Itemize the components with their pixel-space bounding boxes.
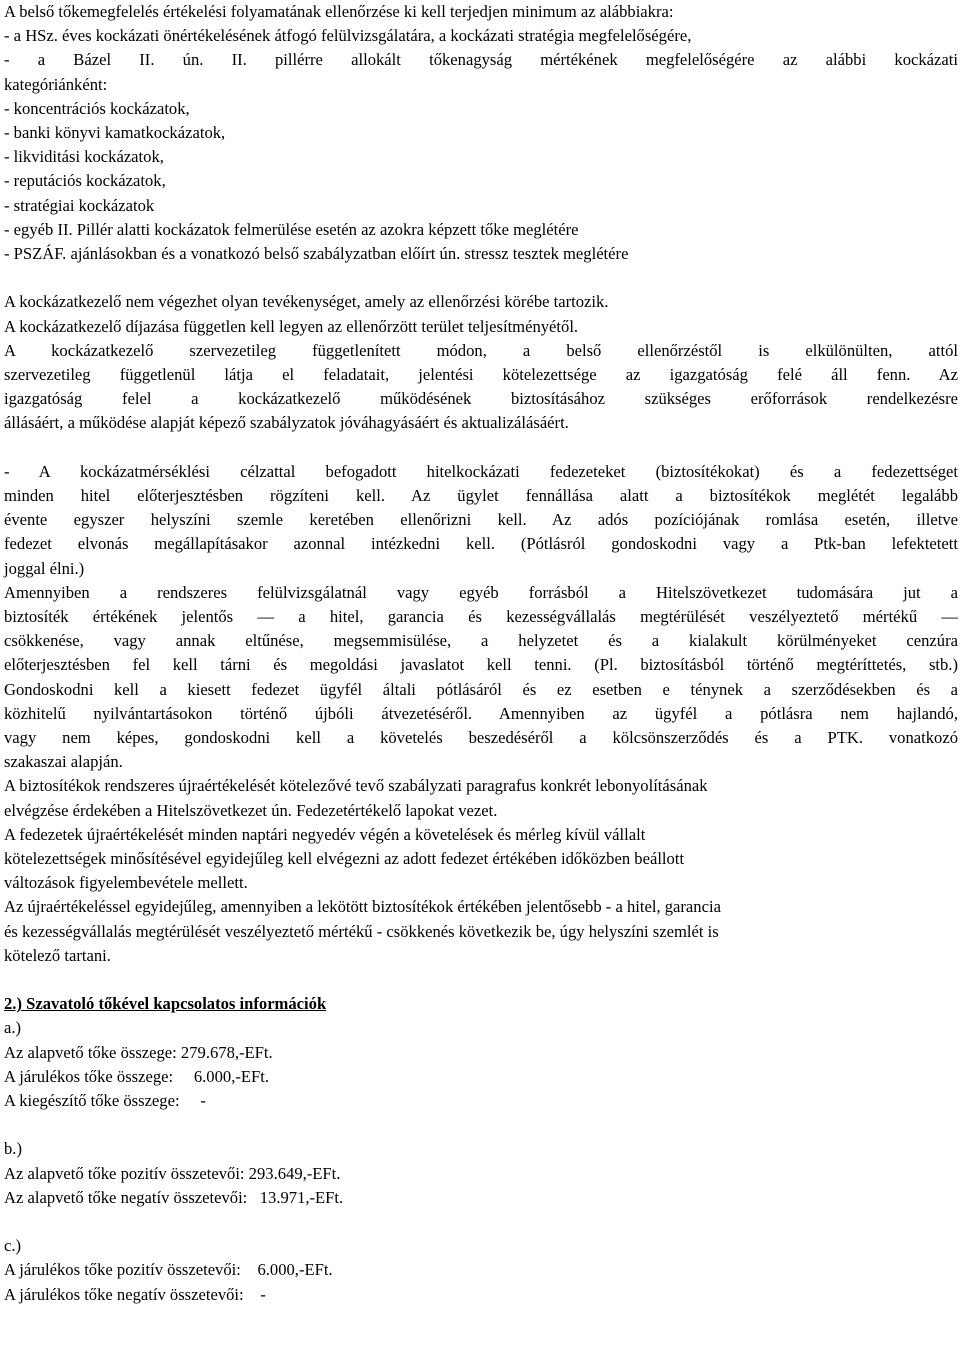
paragraph-line: szakaszai alapján. <box>4 752 123 772</box>
paragraph-line: Amennyiben a rendszeres felülvizsgálatnál vagy egyéb forrásból a Hitelszövetkezet tudomására jut a <box>4 582 958 602</box>
capital-row: A járulékos tőke negatív összetevői: - <box>4 1284 266 1304</box>
revaluation-paragraph <box>4 774 958 822</box>
intro-line-2: - a HSz. éves kockázati önértékelésének átfogó felülvizsgálatára, a kockázati stratégia megfelelőségére, <box>4 26 692 46</box>
paragraph-line: elvégzése érdekében a Hitelszövetkezet ún. Fedezetértékelő lapokat vezet. <box>4 800 498 820</box>
paragraph-line: állásáért, a működése alapját képező szabályzatok jóváhagyásáért és aktualizálásáért. <box>4 413 569 433</box>
paragraph-line: igazgatóság felel a kockázatkezelő működésének biztosításához szükséges erőforrások rendelkezésre <box>4 389 958 409</box>
paragraph-line: szervezetileg függetlenül látja el feladatait, jelentési kötelezettsége az igazgatóság felé áll fenn. Az <box>4 365 958 385</box>
paragraph-line: Az újraértékeléssel egyidejűleg, amennyiben a lekötött biztosítékok értékében jelentősebb - a hitel, garancia <box>4 897 721 917</box>
paragraph-line: A biztosítékok rendszeres újraértékelését kötelezővé tevő szabályzati paragrafus konkrét lebonyolításának <box>4 776 708 796</box>
paragraph-line: előterjesztésben fel kell tárni és megoldási javaslatot kell tenni. (Pl. biztosításból történő megtéríttetés, stb.) <box>4 655 958 675</box>
quarterly-revaluation-paragraph <box>4 823 958 896</box>
paragraph-line: A kockázatkezelő nem végezhet olyan tevékenységet, amely az ellenőrzési körébe tartozik. <box>4 292 609 312</box>
risk-list-item: - stratégiai kockázatok <box>4 195 155 215</box>
subsection-label-a: a.) <box>4 1018 22 1038</box>
capital-row: A járulékos tőke pozitív összetevői: 6.000,-EFt. <box>4 1260 333 1280</box>
spacer <box>4 1210 958 1234</box>
intro-line-4: kategóriánként: <box>4 74 108 94</box>
paragraph-line: - A kockázatmérséklési célzattal befogadott hitelkockázati fedezeteket (biztosítékokat) és a fedezettséget <box>4 461 958 481</box>
collateral-paragraph <box>4 460 958 581</box>
risk-manager-paragraph <box>4 290 958 435</box>
subsection-label-b: b.) <box>4 1139 22 1159</box>
capital-row: Az alapvető tőke pozitív összetevői: 293.649,-EFt. <box>4 1163 341 1183</box>
paragraph-line: vagy nem képes, gondoskodni kell a követelés beszedéséről a kölcsönszerződés és a PTK. vonatkozó <box>4 728 958 748</box>
capital-section <box>4 992 958 1307</box>
intro-line-1: A belső tőkemegfelelés értékelési folyamatának ellenőrzése ki kell terjedjen minimum az alábbiakra: <box>4 2 674 21</box>
capital-row: Az alapvető tőke negatív összetevői: 13.971,-EFt. <box>4 1187 344 1207</box>
paragraph-line: A kockázatkezelő díjazása független kell legyen az ellenőrzött terület teljesítményétől. <box>4 316 579 336</box>
site-inspection-paragraph <box>4 895 958 968</box>
paragraph-line: fedezet elvonás megállapításakor azonnal intézkedni kell. (Pótlásról gondoskodni vagy a Ptk-ban lefektetett <box>4 534 958 554</box>
paragraph-line: Gondoskodni kell a kiesett fedezet ügyfél általi pótlásáról és ez esetben e ténynek a szerződésekben és a <box>4 679 958 699</box>
collateral-loss-paragraph <box>4 581 958 775</box>
spacer <box>4 436 958 460</box>
risk-list-item: - reputációs kockázatok, <box>4 171 166 191</box>
capital-row: Az alapvető tőke összege: 279.678,-EFt. <box>4 1042 273 1062</box>
paragraph-line: csökkenése, vagy annak eltűnése, megsemmisülése, a helyzetet és a kialakult körülményeket cenzúra <box>4 631 958 651</box>
spacer <box>4 266 958 290</box>
capital-row: A kiegészítő tőke összege: - <box>4 1091 206 1111</box>
intro-line-other-risks: - egyéb II. Pillér alatti kockázatok felmerülése esetén az azokra képzett tőke meglétére <box>4 219 579 239</box>
paragraph-line: és kezességvállalás megtérülését veszélyeztető mértékű - csökkenés következik be, úgy helyszíni szemlét is <box>4 921 719 941</box>
paragraph-line: kötelezettségek minősítésével egyidejűleg kell elvégezni az adott fedezet értékében időközben beállott <box>4 849 685 869</box>
capital-row: A járulékos tőke összege: 6.000,-EFt. <box>4 1066 269 1086</box>
intro-section <box>4 0 958 266</box>
intro-line-3: - a Bázel II. ún. II. pillérre allokált tőkenagyság mértékének megfelelőségére az alábbi kockázati <box>4 50 958 70</box>
section-heading: 2.) Szavatoló tőkével kapcsolatos információk <box>4 994 327 1014</box>
paragraph-line: évente egyszer helyszíni szemle keretében ellenőrizni kell. Az adós pozíciójának romlása esetén, illetve <box>4 510 958 530</box>
subsection-label-c: c.) <box>4 1236 22 1256</box>
paragraph-line: joggal élni.) <box>4 558 85 578</box>
paragraph-line: biztosíték értékének jelentős — a hitel, garancia és kezességvállalás megtérülését veszélyeztető mértékű — <box>4 607 958 627</box>
paragraph-line: A kockázatkezelő szervezetileg függetlenített módon, a belső ellenőrzéstől is elkülönülten, attól <box>4 340 958 360</box>
paragraph-line: közhitelű nyilvántartásokon történő újbóli átvezetéséről. Amennyiben az ügyfél a pótlásra nem hajlandó, <box>4 703 958 723</box>
paragraph-line: minden hitel előterjesztésben rögzíteni kell. Az ügylet fennállása alatt a biztosítékok meglétét legalább <box>4 486 958 506</box>
intro-line-stress-tests: - PSZÁF. ajánlásokban és a vonatkozó belső szabályzatban előírt ún. stressz tesztek meglétére <box>4 244 629 264</box>
paragraph-line: A fedezetek újraértékelését minden naptári negyedév végén a követelések és mérleg kívül vállalt <box>4 824 646 844</box>
paragraph-line: kötelező tartani. <box>4 945 111 965</box>
spacer <box>4 1113 958 1137</box>
spacer <box>4 968 958 992</box>
paragraph-line: változások figyelembevétele mellett. <box>4 873 248 893</box>
risk-list-item: - banki könyvi kamatkockázatok, <box>4 123 226 143</box>
risk-list-item: - likviditási kockázatok, <box>4 147 164 167</box>
risk-list-item: - koncentrációs kockázatok, <box>4 98 190 118</box>
